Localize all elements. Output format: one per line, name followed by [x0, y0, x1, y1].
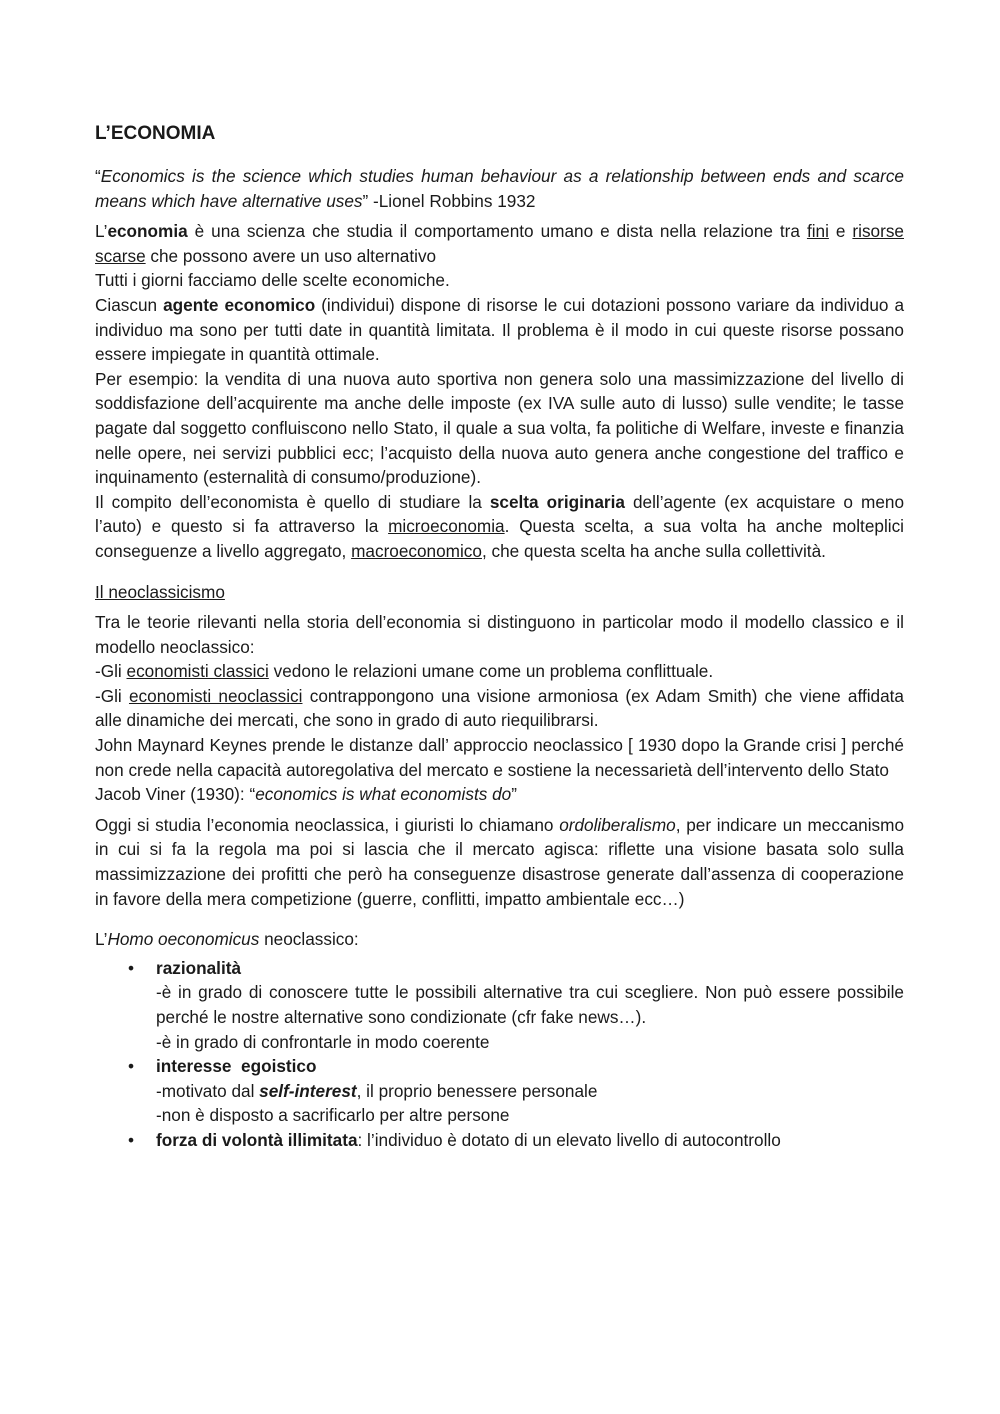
- text-run: , per indicare un meccanismo in cui si fa la regola ma poi si lascia che il mercato agisca: riflette una visione basata solo sulla massimizzazione dei profitti che però ha conseguenze disastrose generate dall’assenza di cooperazione in favore della mera competizione (guerre, conflitti, impatto ambientale ecc…): [95, 814, 905, 909]
- term-agente-economico: agente economico: [163, 294, 316, 315]
- list-item-razionalita: [95, 956, 904, 1054]
- paragraph-definition: [95, 219, 904, 268]
- text-run: Oggi si studia l’economia neoclassica, i giuristi lo chiamano: [95, 814, 560, 835]
- text-run: dell’agente (ex acquistare o meno l’auto) e questo si fa attraverso la: [95, 491, 905, 537]
- robbins-quote: [95, 164, 904, 213]
- quote-close-mark: ”: [362, 190, 369, 211]
- paragraph-viner: [95, 782, 904, 807]
- text-run: -Gli: [95, 685, 129, 706]
- paragraph-daily-choices: Tutti i giorni facciamo delle scelte economiche.: [95, 270, 450, 291]
- text-run: -motivato dal: [156, 1080, 260, 1101]
- list-item-forza-di-volonta: [95, 1128, 904, 1153]
- section-heading-text: Il neoclassicismo: [95, 581, 225, 602]
- text-run: contrappongono una visione armoniosa (ex Adam Smith) che viene affidata alle dinamiche dei mercati, che sono in grado di auto riequilibrarsi.: [95, 685, 904, 731]
- paragraph-theories: Tra le teorie rilevanti nella storia dell’economia si distinguono in particolar modo il modello classico e il modello neoclassico:: [95, 612, 904, 657]
- text-run: neoclassico:: [259, 929, 359, 950]
- term-ordoliberalismo: ordoliberalismo: [559, 814, 676, 835]
- term-microeconomia: microeconomia: [388, 516, 505, 537]
- text-run: che possono avere un uso alternativo: [145, 245, 437, 266]
- page-title: L’ECONOMIA: [95, 123, 216, 144]
- text-run: è una scienza che studia il comportamento umano e dista nella relazione tra: [187, 221, 807, 242]
- quote-open-mark: “: [95, 166, 101, 186]
- bullet-icon: •: [127, 1056, 135, 1077]
- homo-oeconomicus-list: [95, 956, 904, 1153]
- text-run: , che questa scelta ha anche sulla collettività.: [481, 540, 826, 561]
- section-heading-neoclassicismo: [95, 580, 904, 605]
- term-economia: economia: [107, 221, 188, 242]
- text-run: -Gli: [95, 661, 127, 682]
- term-economisti-classici: economisti classici: [126, 661, 269, 682]
- term-economisti-neoclassici: economisti neoclassici: [128, 685, 303, 706]
- paragraph-ordoliberalismo: [95, 813, 904, 911]
- term-scelta-originaria: scelta originaria: [489, 491, 625, 512]
- paragraph-neoclassici: [95, 684, 904, 733]
- paragraph-classici: [95, 659, 904, 684]
- list-item-heading: interesse egoistico: [156, 1056, 317, 1077]
- text-run: (individui) dispone di risorse le cui dotazioni possono variare da individuo a individuo ma sono per tutti date in quantità limitata. Il problema è il modo in cui queste risorse possano essere impiegate in quantità ottimale.: [95, 294, 904, 365]
- text-run: e: [828, 221, 853, 242]
- paragraph-economist-task: [95, 490, 904, 564]
- term-homo-oeconomicus: Homo oeconomicus: [107, 929, 260, 950]
- text-run: : l’individuo è dotato di un elevato livello di autocontrollo: [357, 1129, 781, 1150]
- list-item-line: [156, 1079, 904, 1104]
- text-run: Il compito dell’economista è quello di studiare la: [95, 491, 490, 512]
- term-self-interest: self-interest: [259, 1080, 357, 1101]
- bullet-icon: •: [127, 957, 135, 978]
- term-risorse-scarse: risorse scarse: [95, 221, 904, 266]
- paragraph-example-car: Per esempio: la vendita di una nuova auto sportiva non genera solo una massimizzazione del livello di soddisfazione dell’acquirente ma anche delle imposte (ex IVA sulle auto di lusso) sulle vendite; le tasse pagate dal soggetto confluiscono nello Stato, il quale a sua volta, fa politiche di Welfare, investe e finanzia nelle opere, nei servizi pubblici ecc; l’acquisto della nuova auto genera anche congestione del traffico e inquinamento (esternalità di consumo/produzione).: [95, 368, 904, 488]
- text-run: L’: [95, 221, 108, 242]
- list-item-line: -è in grado di confrontarle in modo coerente: [156, 1031, 490, 1052]
- list-item-line: [156, 1128, 904, 1153]
- bullet-icon: •: [127, 1129, 135, 1150]
- quote-attribution: -Lionel Robbins 1932: [368, 190, 536, 211]
- list-item-heading: razionalità: [156, 957, 242, 978]
- list-item-heading: forza di volontà illimitata: [156, 1129, 358, 1150]
- quote-text: Economics is the science which studies human behaviour as a relationship between ends and scarce means which have alternative uses: [95, 166, 904, 211]
- text-run: , il proprio benessere personale: [356, 1080, 598, 1101]
- text-run: ”: [511, 784, 517, 805]
- text-run: Jacob Viner (1930): “: [95, 784, 256, 805]
- list-item-line: -è in grado di conoscere tutte le possibili alternative tra cui scegliere. Non può essere possibile perché le nostre alternative sono condizionate (cfr fake news…).: [156, 982, 904, 1027]
- text-run: . Questa scelta, a sua volta ha anche molteplici conseguenze a livello aggregato,: [95, 516, 904, 561]
- homo-oeconomicus-heading: [95, 927, 904, 952]
- term-fini: fini: [806, 221, 829, 242]
- text-run: vedono le relazioni umane come un problema conflittuale.: [268, 661, 714, 682]
- text-run: Ciascun: [95, 294, 164, 315]
- list-item-line: -non è disposto a sacrificarlo per altre persone: [156, 1105, 510, 1126]
- paragraph-agente-economico: [95, 293, 904, 367]
- text-run: L’: [95, 929, 108, 950]
- term-macroeconomico: macroeconomico: [351, 540, 482, 561]
- paragraph-keynes: John Maynard Keynes prende le distanze dall’ approccio neoclassico [ 1930 dopo la Grande crisi ] perché non crede nella capacità autoregolativa del mercato e sostiene la necessarietà dell’intervento dello Stato: [95, 735, 904, 780]
- viner-quote: economics is what economists do: [255, 784, 512, 805]
- list-item-interesse-egoistico: [95, 1054, 904, 1128]
